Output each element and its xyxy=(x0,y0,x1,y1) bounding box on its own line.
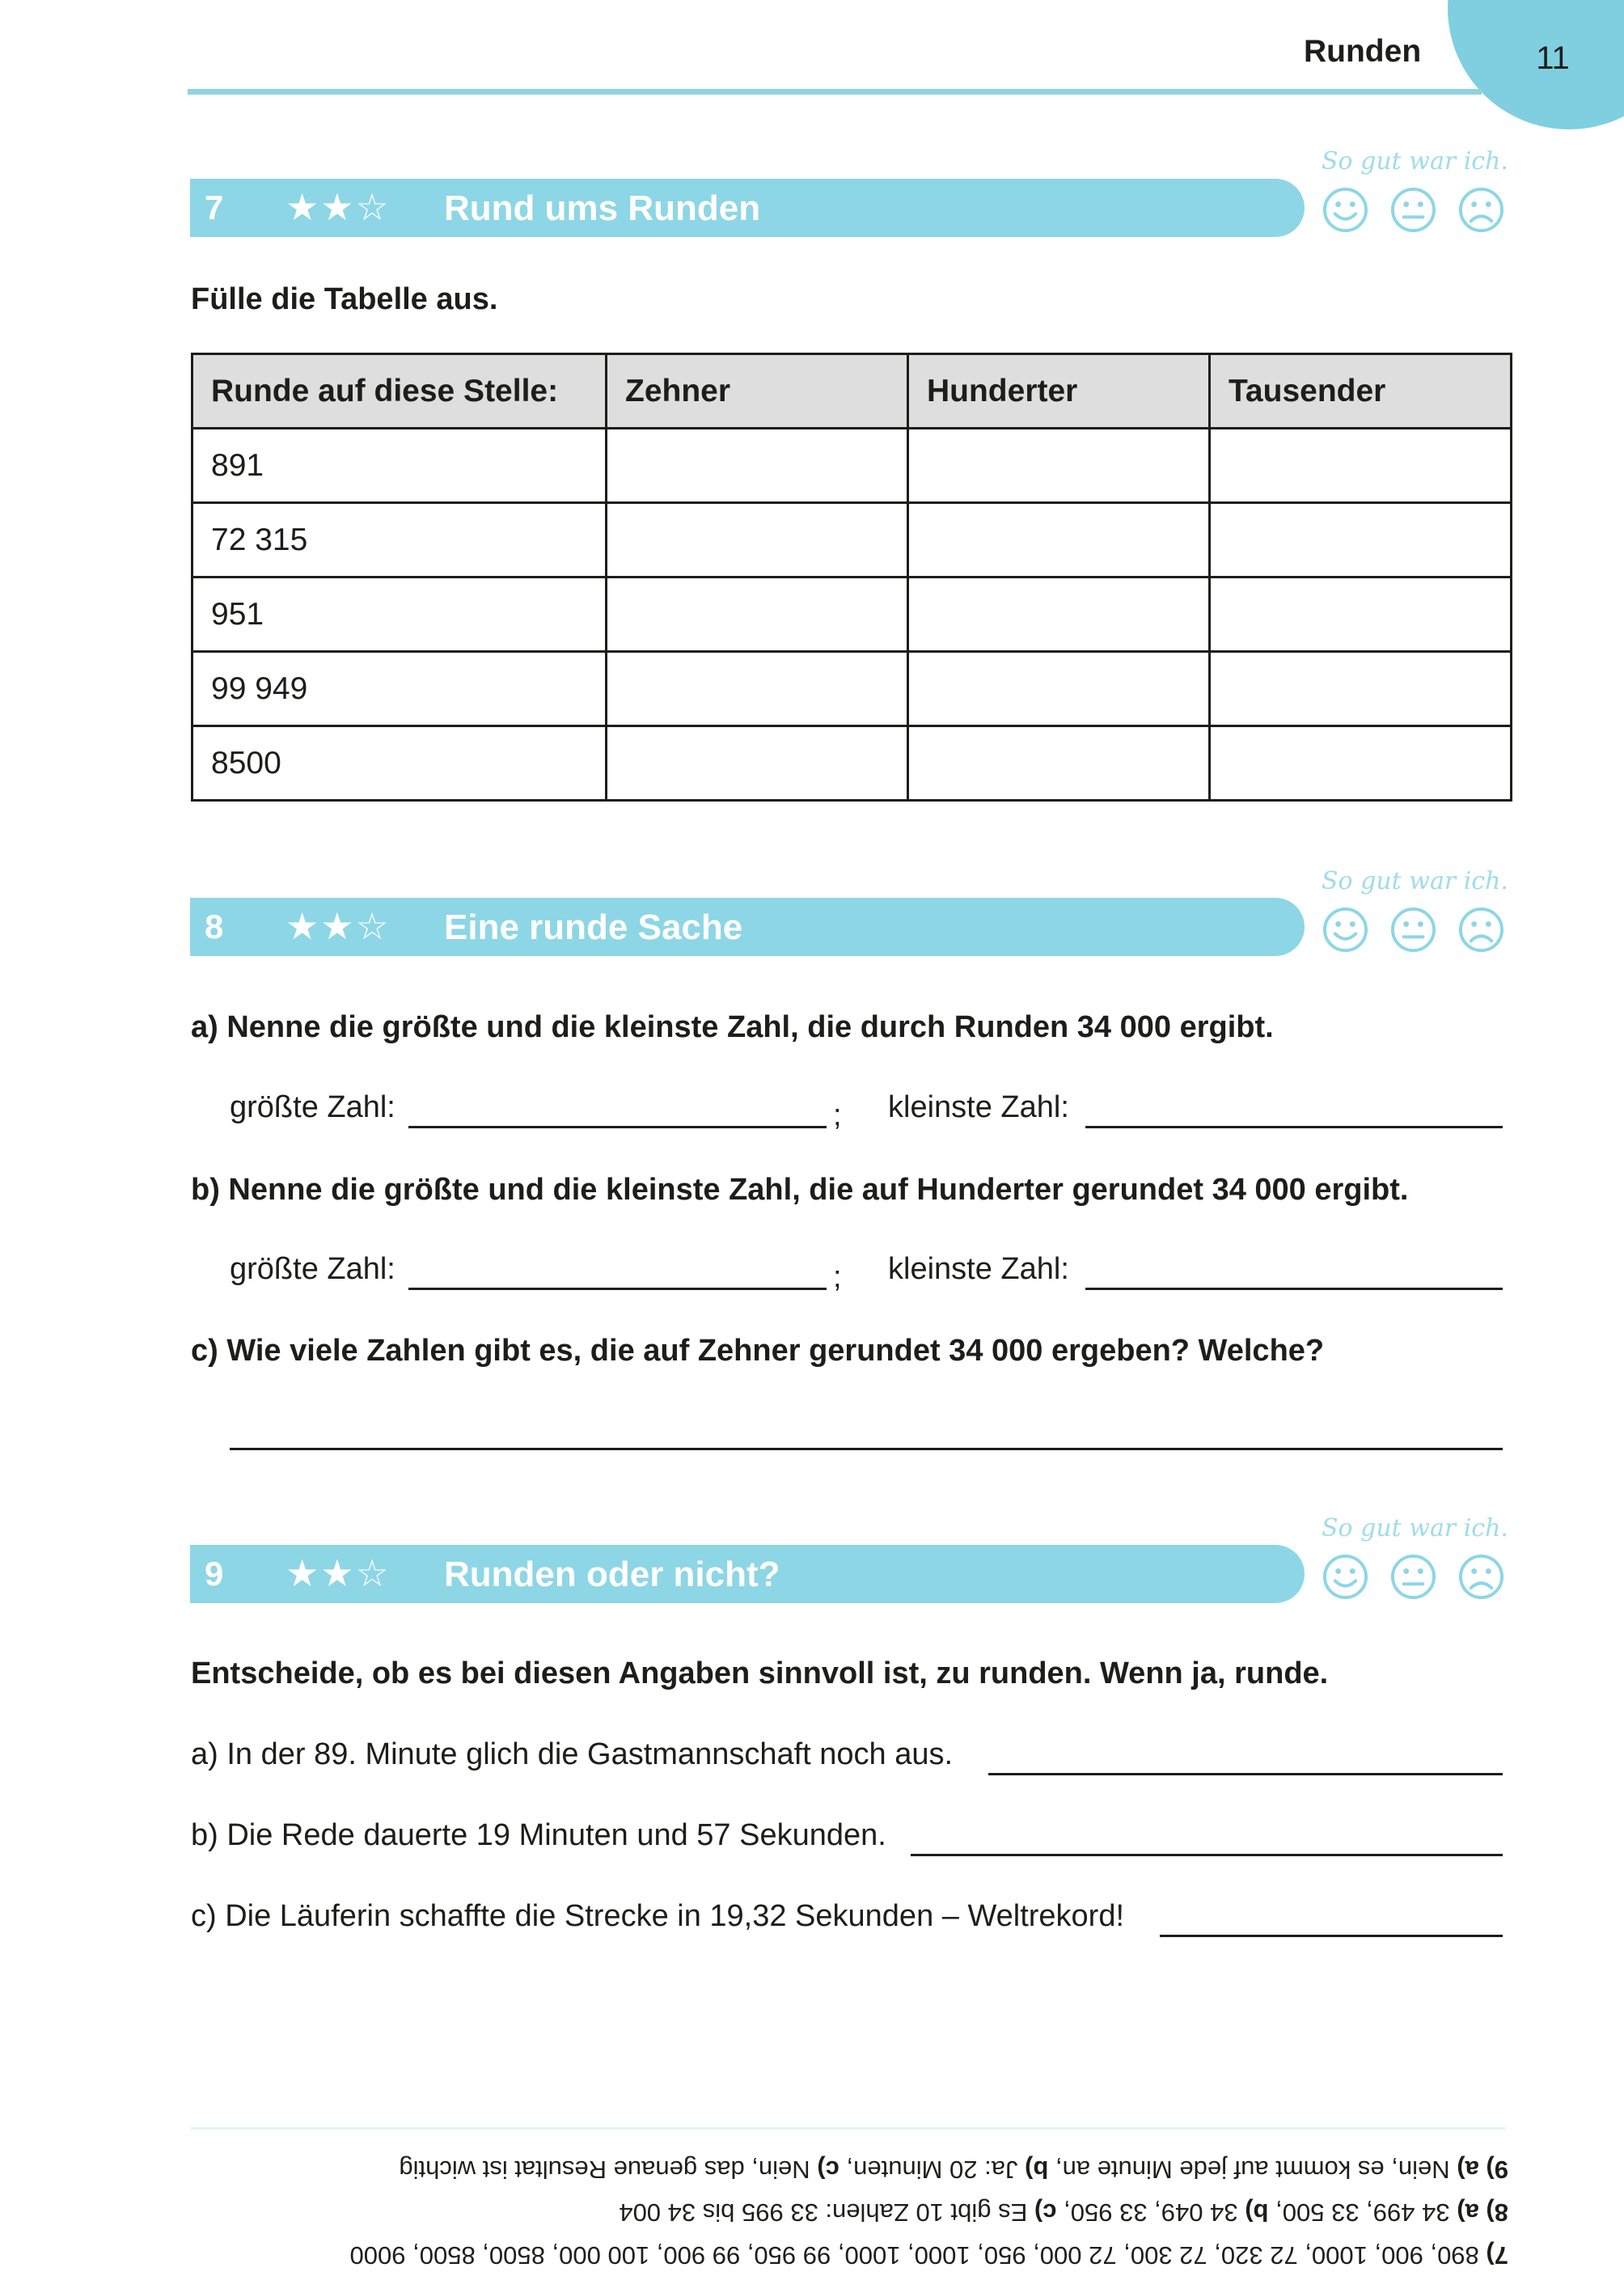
task-number: 8 xyxy=(205,907,224,946)
task-title: Eine runde Sache xyxy=(444,907,743,947)
answer-line-9c[interactable] xyxy=(1160,1935,1503,1937)
footer-divider xyxy=(191,2127,1505,2130)
sad-smiley-icon[interactable] xyxy=(1457,186,1505,234)
section-title: Runden xyxy=(1304,34,1422,69)
smallest-number-label: kleinste Zahl: xyxy=(888,1252,1069,1286)
rating-label: So gut war ich. xyxy=(1322,867,1508,895)
answer-line-largest-a[interactable] xyxy=(408,1126,827,1128)
table-header-cell: Runde auf diese Stelle: xyxy=(192,354,607,429)
answer-cell-tausender[interactable] xyxy=(1210,726,1512,801)
largest-number-label: größte Zahl: xyxy=(230,1090,395,1124)
header-divider xyxy=(188,89,1482,95)
happy-smiley-icon[interactable] xyxy=(1322,906,1369,954)
rating-smileys-task-7 xyxy=(1322,186,1505,234)
task-number: 7 xyxy=(205,188,224,226)
largest-number-label: größte Zahl: xyxy=(230,1252,395,1286)
solution-line-8: 8) a) 34 499, 33 500, b) 34 049, 33 950, c) Es gibt 10 Zahlen: 33 995 bis 34 004 xyxy=(619,2198,1508,2227)
difficulty-stars: ★★☆ xyxy=(285,1552,391,1594)
task-9b-statement: b) Die Rede dauerte 19 Minuten und 57 Sekunden. xyxy=(191,1818,886,1852)
rating-smileys-task-9 xyxy=(1322,1553,1505,1601)
table-header-row xyxy=(192,354,1512,429)
page-number: 11 xyxy=(1536,40,1570,76)
neutral-smiley-icon[interactable] xyxy=(1389,906,1437,954)
task-title: Rund ums Runden xyxy=(444,188,761,228)
solutions-upside-down xyxy=(349,2147,1508,2277)
table-row-number: 8500 xyxy=(192,726,607,801)
solution-line-9: 9) a) Nein, es kommt auf jede Minute an, b) Ja: 20 Minuten, c) Nein, das genaue Resultat ist wichtig xyxy=(399,2156,1508,2184)
table-row-number: 99 949 xyxy=(192,652,607,726)
answer-cell-hunderter[interactable] xyxy=(908,726,1210,801)
answer-line-smallest-b[interactable] xyxy=(1085,1288,1503,1290)
table-row xyxy=(192,726,1512,801)
happy-smiley-icon[interactable] xyxy=(1322,186,1369,234)
answer-cell-zehner[interactable] xyxy=(607,726,908,801)
task-9-instruction: Entscheide, ob es bei diesen Angaben sinnvoll ist, zu runden. Wenn ja, runde. xyxy=(191,1656,1329,1690)
answer-line-9a[interactable] xyxy=(988,1773,1503,1775)
answer-cell-tausender[interactable] xyxy=(1210,429,1512,503)
table-row xyxy=(192,503,1512,577)
answer-line-smallest-a[interactable] xyxy=(1085,1126,1503,1128)
answer-cell-tausender[interactable] xyxy=(1210,652,1512,726)
task-9-header xyxy=(190,1545,1305,1603)
table-header-cell: Tausender xyxy=(1210,354,1512,429)
answer-cell-zehner[interactable] xyxy=(607,429,908,503)
task-8-header xyxy=(190,898,1305,956)
sad-smiley-icon[interactable] xyxy=(1457,1553,1505,1601)
answer-cell-hunderter[interactable] xyxy=(908,577,1210,652)
task-number: 9 xyxy=(205,1555,224,1593)
rounding-table xyxy=(191,353,1512,802)
answer-cell-zehner[interactable] xyxy=(607,577,908,652)
happy-smiley-icon[interactable] xyxy=(1322,1553,1369,1601)
task-9c-statement: c) Die Läuferin schaffte die Strecke in 19,32 Sekunden – Weltrekord! xyxy=(191,1899,1125,1933)
table-row-number: 951 xyxy=(192,577,607,652)
separator: ; xyxy=(833,1260,842,1294)
table-header-cell: Zehner xyxy=(607,354,908,429)
answer-line-largest-b[interactable] xyxy=(408,1288,827,1290)
answer-line-c[interactable] xyxy=(230,1448,1503,1450)
task-title: Runden oder nicht? xyxy=(444,1555,780,1594)
rating-label: So gut war ich. xyxy=(1322,1514,1508,1542)
table-row-number: 72 315 xyxy=(192,503,607,577)
solution-line-7: 7) 890, 900, 1000, 72 320, 72 300, 72 000, 950, 1000, 1000, 99 950, 99 900, 100 000, 8500, 8500, 9000 xyxy=(349,2241,1508,2270)
smallest-number-label: kleinste Zahl: xyxy=(888,1090,1069,1124)
answer-cell-zehner[interactable] xyxy=(607,652,908,726)
table-header-cell: Hunderter xyxy=(908,354,1210,429)
answer-cell-hunderter[interactable] xyxy=(908,429,1210,503)
table-row xyxy=(192,577,1512,652)
difficulty-stars: ★★☆ xyxy=(285,186,391,228)
answer-cell-hunderter[interactable] xyxy=(908,652,1210,726)
rating-label: So gut war ich. xyxy=(1322,147,1508,176)
neutral-smiley-icon[interactable] xyxy=(1389,1553,1437,1601)
separator: ; xyxy=(833,1098,842,1132)
task-8a-question: a) Nenne die größte und die kleinste Zahl, die durch Runden 34 000 ergibt. xyxy=(191,1010,1274,1044)
neutral-smiley-icon[interactable] xyxy=(1389,186,1437,234)
answer-line-9b[interactable] xyxy=(911,1854,1503,1856)
rating-smileys-task-8 xyxy=(1322,906,1505,954)
answer-cell-tausender[interactable] xyxy=(1210,577,1512,652)
task-8b-question: b) Nenne die größte und die kleinste Zahl, die auf Hunderter gerundet 34 000 ergibt. xyxy=(191,1173,1409,1207)
answer-cell-tausender[interactable] xyxy=(1210,503,1512,577)
answer-cell-hunderter[interactable] xyxy=(908,503,1210,577)
task-9a-statement: a) In der 89. Minute glich die Gastmannschaft noch aus. xyxy=(191,1737,954,1771)
table-row-number: 891 xyxy=(192,429,607,503)
table-row xyxy=(192,429,1512,503)
answer-cell-zehner[interactable] xyxy=(607,503,908,577)
task-7-instruction: Fülle die Tabelle aus. xyxy=(191,282,498,316)
sad-smiley-icon[interactable] xyxy=(1457,906,1505,954)
difficulty-stars: ★★☆ xyxy=(285,905,391,947)
table-row xyxy=(192,652,1512,726)
task-7-header xyxy=(190,179,1305,237)
task-8c-question: c) Wie viele Zahlen gibt es, die auf Zehner gerundet 34 000 ergeben? Welche? xyxy=(191,1334,1325,1368)
